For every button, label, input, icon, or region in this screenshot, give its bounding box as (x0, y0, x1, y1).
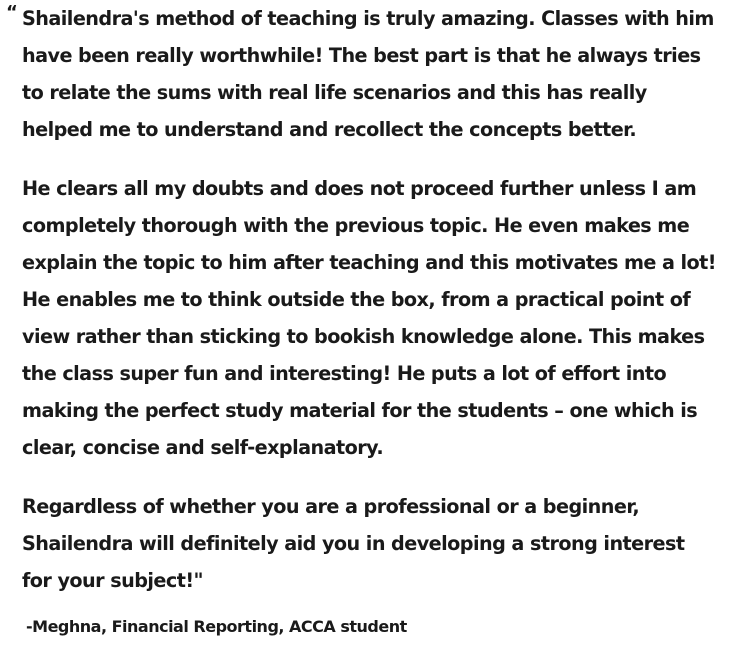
testimonial-paragraph-2 (22, 170, 737, 466)
text-line: helped me to understand and recollect the concepts better. (22, 118, 637, 141)
text-line: for your subject!" (22, 569, 203, 592)
text-line: Shailendra will definitely aid you in developing a strong interest (22, 532, 685, 555)
text-line: clear, concise and self-explanatory. (22, 436, 384, 459)
text-line: He clears all my doubts and does not proceed further unless I am (22, 177, 697, 200)
text-line: completely thorough with the previous topic. He even makes me (22, 214, 690, 237)
text-line: explain the topic to him after teaching and this motivates me a lot! (22, 251, 716, 274)
text-line: view rather than sticking to bookish knowledge alone. This makes (22, 325, 705, 348)
text-line: the class super fun and interesting! He puts a lot of effort into (22, 362, 667, 385)
text-line: making the perfect study material for the students – one which is (22, 399, 698, 422)
testimonial-paragraph-3 (22, 488, 737, 599)
text-line: He enables me to think outside the box, from a practical point of (22, 288, 691, 311)
testimonial-attribution: -Meghna, Financial Reporting, ACCA student (26, 617, 407, 636)
text-line: Regardless of whether you are a professional or a beginner, (22, 495, 640, 518)
testimonial-paragraph-1 (22, 0, 737, 148)
text-line: to relate the sums with real life scenarios and this has really (22, 81, 647, 104)
open-quote-mark: “ (6, 2, 18, 23)
text-line: Shailendra's method of teaching is truly amazing. Classes with him (22, 7, 714, 30)
text-line: have been really worthwhile! The best part is that he always tries (22, 44, 701, 67)
